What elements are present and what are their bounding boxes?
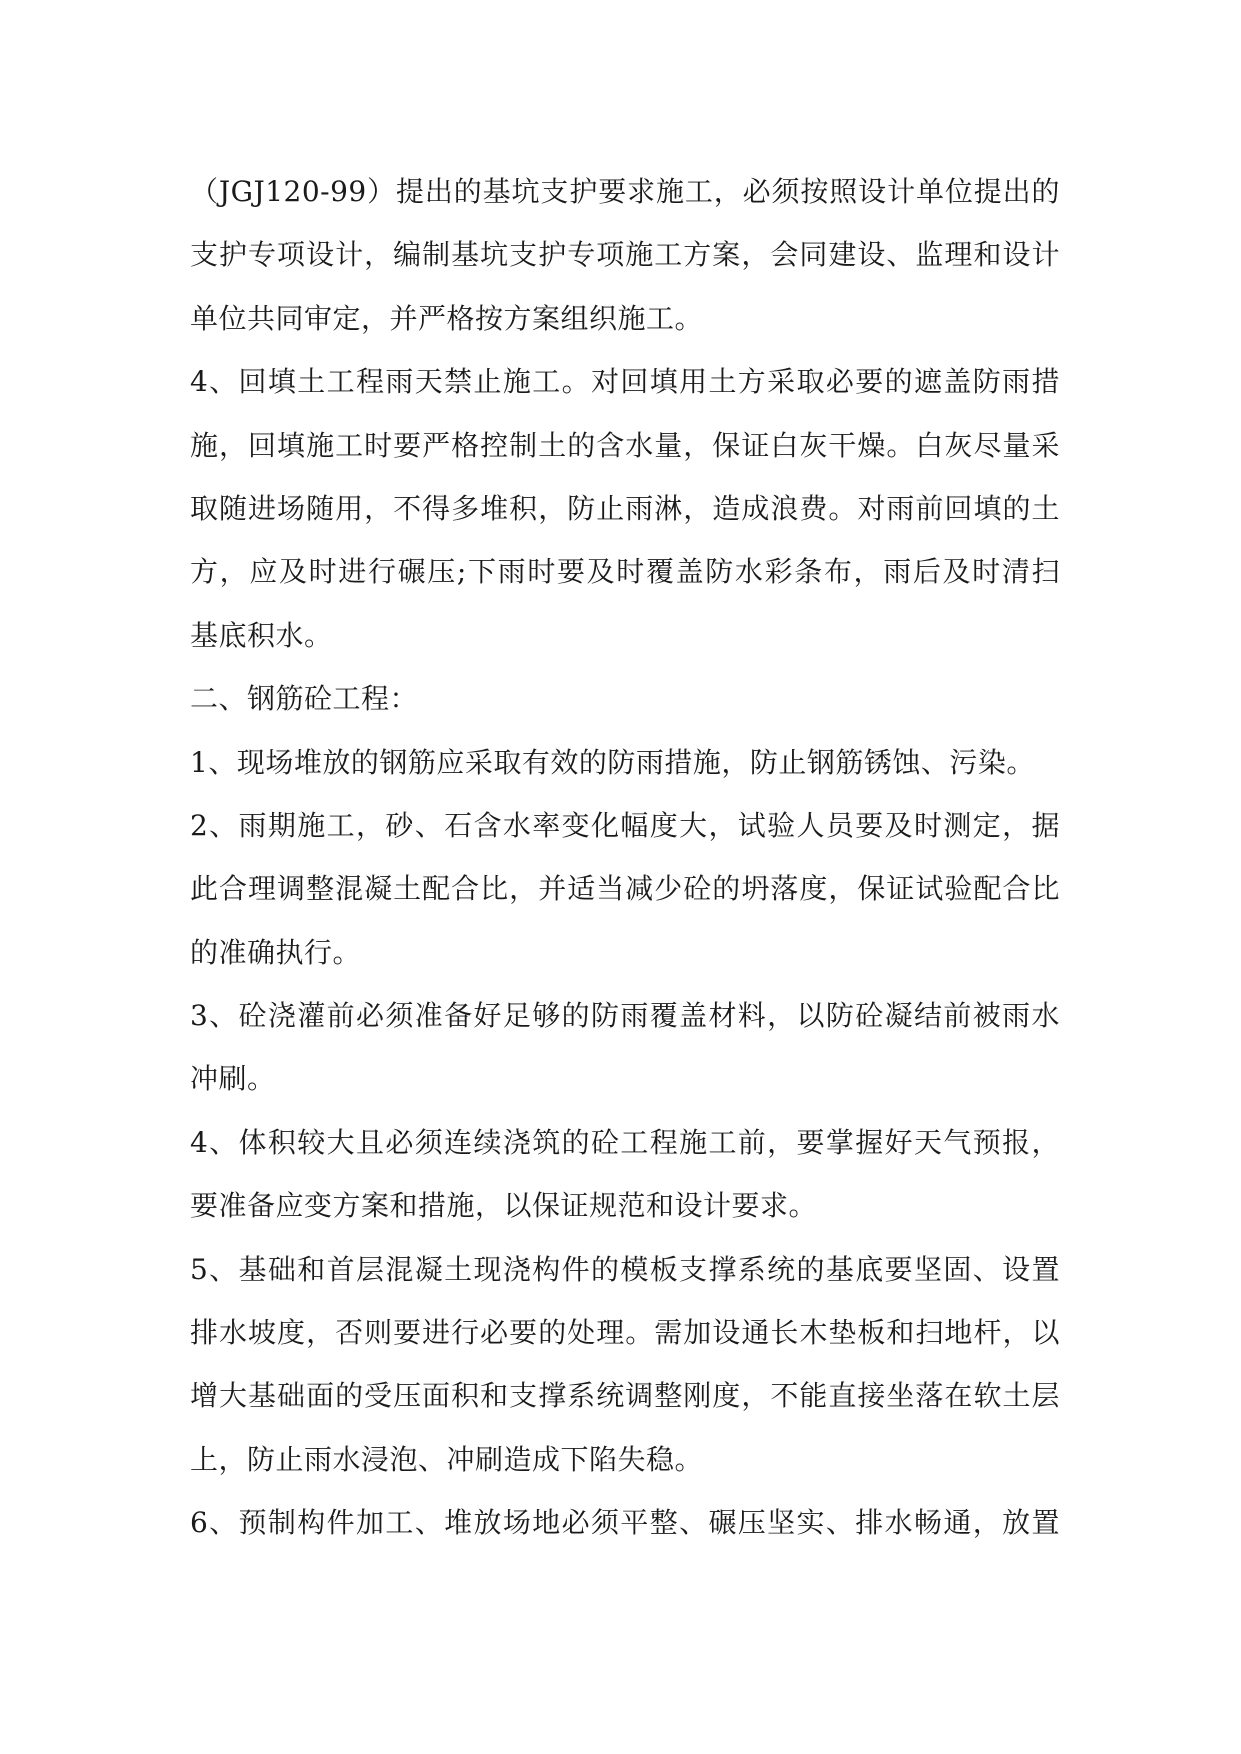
text-line: （JGJ120-99）提出的基坑支护要求施工，必须按照设计单位提出的 [190,175,1060,208]
text-line: 方，应及时进行碾压;下雨时要及时覆盖防水彩条布，雨后及时清扫 [190,555,1060,589]
text-line: 要准备应变方案和措施，以保证规范和设计要求。 [190,1189,818,1223]
text-line: 的准确执行。 [190,935,362,969]
text-line: 基底积水。 [190,618,333,652]
text-line: 4、回填土工程雨天禁止施工。对回填用土方采取必要的遮盖防雨措 [190,365,1060,399]
text-line: 排水坡度，否则要进行必要的处理。需加设通长木垫板和扫地杆，以 [190,1316,1060,1350]
text-line: 增大基础面的受压面积和支撑系统调整刚度，不能直接坐落在软土层 [190,1379,1060,1413]
text-line: 6、预制构件加工、堆放场地必须平整、碾压坚实、排水畅通，放置 [190,1506,1060,1540]
text-line: 此合理调整混凝土配合比，并适当减少砼的坍落度，保证试验配合比 [190,872,1060,906]
text-line: 2、雨期施工，砂、石含水率变化幅度大，试验人员要及时测定，据 [190,808,1060,842]
text-line: 4、体积较大且必须连续浇筑的砼工程施工前，要掌握好天气预报， [190,1125,1060,1159]
text-line: 1、现场堆放的钢筋应采取有效的防雨措施，防止钢筋锈蚀、污染。 [190,745,1035,779]
text-line: 3、砼浇灌前必须准备好足够的防雨覆盖材料，以防砼凝结前被雨水 [190,999,1060,1033]
text-line: 冲刷。 [190,1062,276,1096]
text-line: 取随进场随用，不得多堆积，防止雨淋，造成浪费。对雨前回填的土 [190,491,1060,525]
body-text [190,160,1060,1555]
section-heading: 二、钢筋砼工程： [190,682,419,716]
text-line: 支护专项设计，编制基坑支护专项施工方案，会同建设、监理和设计 [190,238,1060,272]
text-line: 施，回填施工时要严格控制土的含水量，保证白灰干燥。白灰尽量采 [190,428,1060,462]
text-line: 单位共同审定，并严格按方案组织施工。 [190,301,704,335]
text-line: 5、基础和首层混凝土现浇构件的模板支撑系统的基底要坚固、设置 [190,1252,1060,1286]
text-line: 上，防止雨水浸泡、冲刷造成下陷失稳。 [190,1442,704,1476]
